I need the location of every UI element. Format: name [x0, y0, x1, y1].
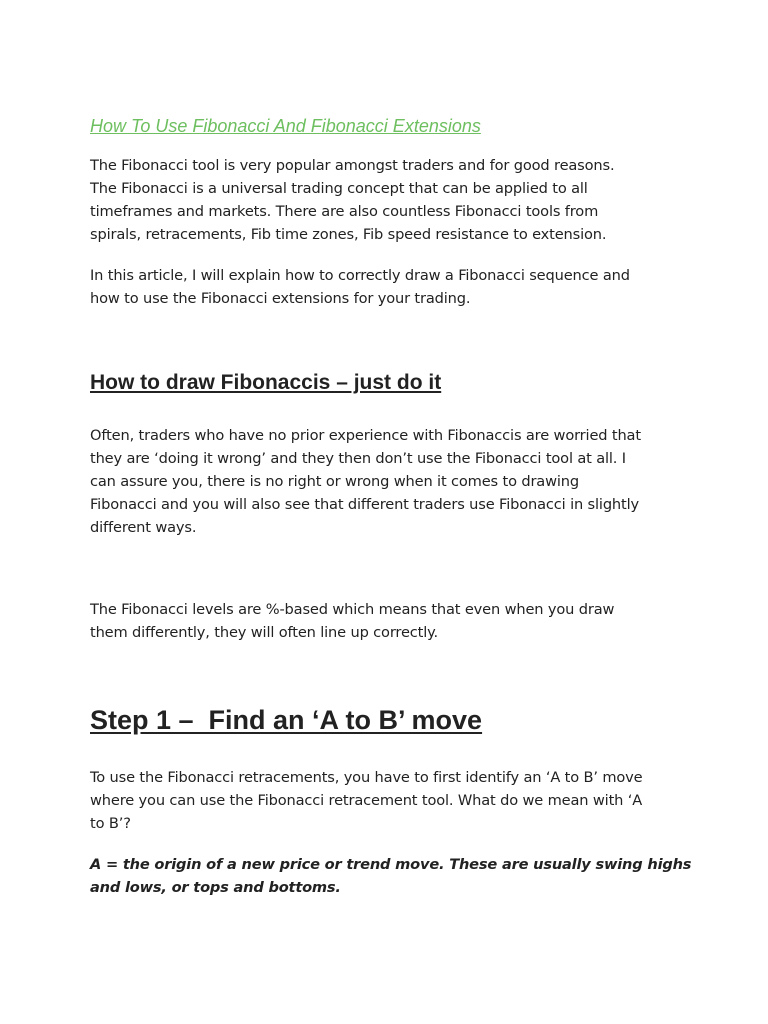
section1-paragraph-2 — [90, 598, 690, 644]
section2-p1-line-2: where you can use the Fibonacci retracement tool. What do we mean with ‘A — [90, 792, 643, 809]
section1-p1-line-3: can assure you, there is no right or wrong when it comes to drawing — [90, 473, 580, 490]
intro-line-3: timeframes and markets. There are also countless Fibonacci tools from — [90, 203, 599, 220]
section1-p2-line-2: them differently, they will often line up correctly. — [90, 624, 439, 641]
emphasis-line-2: and lows, or tops and bottoms. — [90, 879, 341, 896]
intro-line-2: The Fibonacci is a universal trading concept that can be applied to all — [90, 180, 588, 197]
intro-line-1: The Fibonacci tool is very popular amongst traders and for good reasons. — [90, 157, 615, 174]
document-title-link[interactable]: How To Use Fibonacci And Fibonacci Extensions — [90, 116, 481, 136]
emphasis-line-1: A = the origin of a new price or trend move. These are usually swing highs — [90, 856, 692, 873]
article-line-1: In this article, I will explain how to correctly draw a Fibonacci sequence and — [90, 267, 630, 284]
section1-p1-line-2: they are ‘doing it wrong’ and they then don’t use the Fibonacci tool at all. I — [90, 450, 626, 467]
intro-line-4: spirals, retracements, Fib time zones, Fib speed resistance to extension. — [90, 226, 607, 243]
article-line-2: how to use the Fibonacci extensions for your trading. — [90, 290, 471, 307]
section1-p1-line-5: different ways. — [90, 519, 197, 536]
section-heading-draw-fibonaccis: How to draw Fibonaccis – just do it — [90, 371, 442, 394]
intro-paragraph — [90, 154, 690, 246]
section2-p1-line-3: to B’? — [90, 815, 131, 832]
section2-p1-line-1: To use the Fibonacci retracements, you have to first identify an ‘A to B’ move — [90, 769, 643, 786]
article-paragraph — [90, 264, 690, 310]
section2-paragraph-1 — [90, 766, 690, 835]
section-heading-step-1: Step 1 – Find an ‘A to B’ move — [90, 705, 483, 735]
section1-paragraph-1 — [90, 424, 690, 539]
section1-p2-line-1: The Fibonacci levels are %-based which means that even when you draw — [90, 601, 615, 618]
section1-p1-line-1: Often, traders who have no prior experience with Fibonaccis are worried that — [90, 427, 641, 444]
section1-p1-line-4: Fibonacci and you will also see that different traders use Fibonacci in slightly — [90, 496, 639, 513]
section2-emphasis-definition — [90, 853, 690, 899]
